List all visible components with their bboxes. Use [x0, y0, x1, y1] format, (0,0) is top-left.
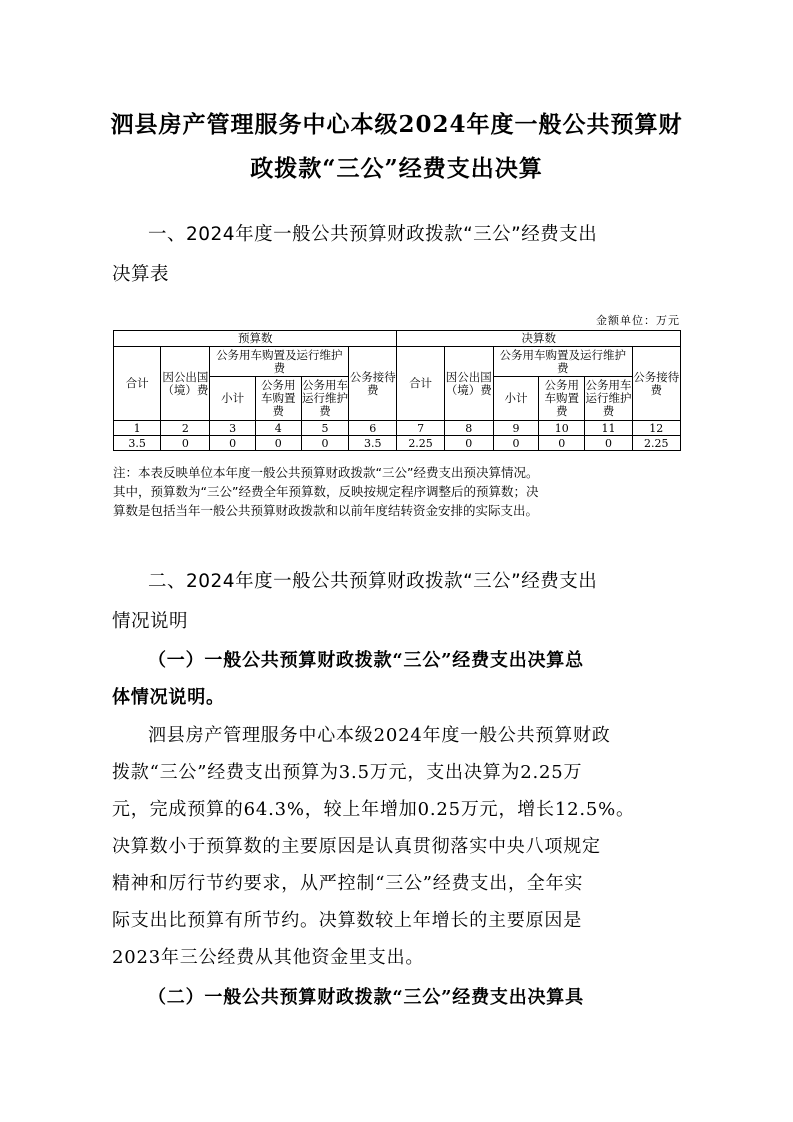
header-final-vehicle-operation: 公务用车运行维护费: [585, 377, 632, 421]
body-line: 泗县房产管理服务中心本级2024年度一般公共预算财政: [148, 725, 611, 746]
header-final-vehicle-group: 公务用车购置及运行维护费: [493, 347, 632, 377]
header-budget-vehicle-group: 公务用车购置及运行维护费: [210, 347, 349, 377]
header-final-group: 决算数: [397, 331, 681, 347]
body-line: 元，完成预算的64.3%，较上年增加0.25万元，增长12.5%。: [112, 799, 635, 820]
value-cell: 0: [161, 436, 210, 451]
index-cell: 1: [114, 421, 161, 436]
subsection2-heading-line-1: （二）一般公共预算财政拨款“三公”经费支出决算具: [148, 987, 584, 1008]
index-cell: 7: [397, 421, 444, 436]
header-budget-total: 合计: [114, 347, 161, 421]
index-cell: 2: [161, 421, 210, 436]
header-final-total: 合计: [397, 347, 444, 421]
index-cell: 12: [632, 421, 680, 436]
index-cell: 10: [539, 421, 585, 436]
three-public-expense-table: [113, 330, 681, 451]
section1-heading-line-1: 一、2024年度一般公共预算财政拨款“三公”经费支出: [148, 224, 598, 245]
value-cell: 0: [255, 436, 301, 451]
section2-heading-line-1: 二、2024年度一般公共预算财政拨款“三公”经费支出: [148, 571, 598, 592]
index-cell: 8: [444, 421, 493, 436]
header-final-vehicle-purchase: 公务用车购置费: [539, 377, 585, 421]
amount-unit: 金额单位：万元: [596, 314, 680, 327]
value-cell: 2.25: [632, 436, 680, 451]
value-cell: 0: [493, 436, 538, 451]
subsection1-heading-line-1: （一）一般公共预算财政拨款“三公”经费支出决算总: [148, 650, 584, 671]
header-budget-abroad: 因公出国（境）费: [161, 347, 210, 421]
section1-heading-line-2: 决算表: [112, 264, 170, 285]
value-cell: 3.5: [349, 436, 397, 451]
subsection1-heading-line-2: 体情况说明。: [112, 687, 225, 708]
index-cell: 3: [210, 421, 255, 436]
value-cell: 0: [585, 436, 632, 451]
note-line: 注：本表反映单位本年度一般公共预算财政拨款“三公”经费支出预决算情况。: [113, 465, 539, 480]
body-line: 2023年三公经费从其他资金里支出。: [112, 947, 425, 968]
header-budget-vehicle-purchase: 公务用车购置费: [255, 377, 301, 421]
doc-title-line-1: 泗县房产管理服务中心本级2024年度一般公共预算财: [110, 111, 683, 138]
value-cell: 2.25: [397, 436, 444, 451]
index-row: [114, 421, 681, 436]
header-final-reception: 公务接待费: [632, 347, 680, 421]
value-cell: 0: [210, 436, 255, 451]
index-cell: 9: [493, 421, 538, 436]
body-line: 拨款“三公”经费支出预算为3.5万元，支出决算为2.25万: [112, 762, 583, 783]
body-line: 际支出比预算有所节约。决算数较上年增长的主要原因是: [112, 910, 582, 931]
doc-title-line-2: 政拨款“三公”经费支出决算: [250, 155, 543, 182]
index-cell: 6: [349, 421, 397, 436]
value-cell: 3.5: [114, 436, 161, 451]
header-budget-vehicle-operation: 公务用车运行维护费: [301, 377, 348, 421]
section2-heading-line-2: 情况说明: [112, 611, 189, 632]
header-budget-group: 预算数: [114, 331, 397, 347]
header-final-subtotal: 小计: [493, 377, 538, 421]
value-cell: 0: [444, 436, 493, 451]
index-cell: 4: [255, 421, 301, 436]
value-cell: 0: [539, 436, 585, 451]
header-budget-reception: 公务接待费: [349, 347, 397, 421]
note-line: 其中，预算数为“三公”经费全年预算数，反映按规定程序调整后的预算数；决: [113, 484, 539, 499]
table-note: [113, 463, 688, 520]
header-budget-subtotal: 小计: [210, 377, 255, 421]
body-line: 决算数小于预算数的主要原因是认真贯彻落实中央八项规定: [112, 836, 601, 857]
index-cell: 11: [585, 421, 632, 436]
index-cell: 5: [301, 421, 348, 436]
note-line: 算数是包括当年一般公共预算财政拨款和以前年度结转资金安排的实际支出。: [113, 503, 539, 518]
value-cell: 0: [301, 436, 348, 451]
value-row: [114, 436, 681, 451]
header-final-abroad: 因公出国（境）费: [444, 347, 493, 421]
body-line: 精神和厉行节约要求，从严控制“三公”经费支出，全年实: [112, 873, 584, 894]
